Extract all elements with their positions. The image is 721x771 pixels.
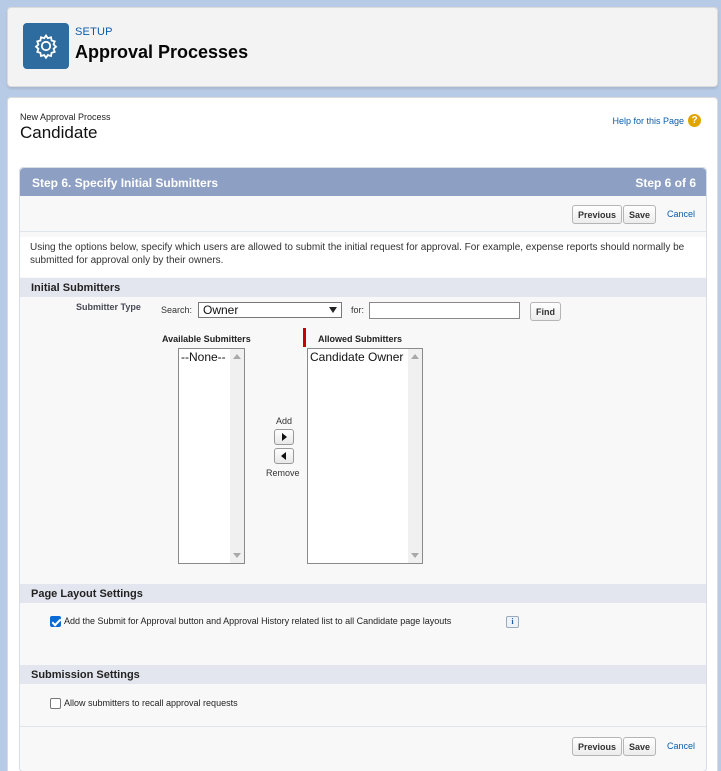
scrollbar[interactable] [230, 349, 244, 563]
scroll-up-icon[interactable] [411, 354, 419, 359]
breadcrumb: New Approval Process [20, 112, 111, 122]
submitter-type-value: Owner [203, 303, 239, 317]
arrow-right-icon [282, 433, 287, 441]
chevron-down-icon [329, 307, 337, 313]
submitter-type-select[interactable] [198, 302, 342, 318]
add-submit-button-checkbox[interactable] [50, 616, 61, 627]
cancel-link-top[interactable]: Cancel [667, 209, 696, 219]
available-submitters-list[interactable] [178, 348, 245, 564]
page-title: Candidate [20, 123, 98, 142]
page-header [7, 7, 718, 87]
allowed-submitters-list[interactable] [307, 348, 423, 564]
gear-icon [23, 23, 69, 69]
add-button[interactable] [274, 429, 294, 445]
description: Using the options below, specify which users are allowed to submit the initial request for approval. For example, expense reports should normally be submitted for approval only by their owners. [20, 237, 706, 277]
available-submitters-label: Available Submitters [162, 334, 251, 344]
remove-label: Remove [266, 468, 300, 478]
allow-recall-checkbox[interactable] [50, 698, 61, 709]
required-indicator [303, 328, 306, 347]
scroll-down-icon[interactable] [233, 553, 241, 558]
submitter-type-label: Submitter Type [76, 302, 141, 312]
save-button-bottom[interactable]: Save [623, 737, 656, 756]
previous-button-top[interactable]: Previous [572, 205, 622, 224]
main-content [7, 97, 718, 771]
help-icon[interactable]: ? [688, 114, 701, 127]
list-item[interactable]: --None-- [181, 350, 226, 364]
step-panel [19, 167, 707, 771]
divider [20, 726, 706, 727]
previous-button-bottom[interactable]: Previous [572, 737, 622, 756]
step-header [20, 168, 706, 196]
scroll-down-icon[interactable] [411, 553, 419, 558]
header-label: SETUP [75, 26, 113, 38]
search-label: Search: [161, 305, 193, 315]
allow-recall-label: Allow submitters to recall approval requests [64, 698, 238, 708]
search-input[interactable] [369, 302, 520, 319]
submission-settings-heading: Submission Settings [20, 665, 706, 684]
scrollbar[interactable] [408, 349, 422, 563]
help-link-label[interactable]: Help for this Page [612, 115, 684, 126]
page-layout-heading: Page Layout Settings [20, 584, 706, 603]
allowed-submitters-label: Allowed Submitters [318, 334, 403, 344]
remove-button[interactable] [274, 448, 294, 464]
cancel-link-bottom[interactable]: Cancel [667, 741, 696, 751]
add-submit-button-label: Add the Submit for Approval button and Approval History related list to all Candidate page layouts [64, 616, 452, 626]
header-title: Approval Processes [75, 42, 249, 62]
scroll-up-icon[interactable] [233, 354, 241, 359]
initial-submitters-heading: Initial Submitters [20, 278, 706, 297]
save-button-top[interactable]: Save [623, 205, 656, 224]
list-item[interactable]: Candidate Owner [310, 350, 404, 364]
arrow-left-icon [281, 452, 286, 460]
step-title: Step 6. Specify Initial Submitters [32, 176, 219, 190]
step-progress: Step 6 of 6 [635, 176, 696, 190]
info-icon[interactable]: i [506, 616, 519, 628]
help-link[interactable] [612, 114, 701, 127]
for-label: for: [351, 305, 365, 315]
find-button[interactable]: Find [530, 302, 561, 321]
divider [20, 231, 706, 232]
add-label: Add [276, 416, 293, 426]
